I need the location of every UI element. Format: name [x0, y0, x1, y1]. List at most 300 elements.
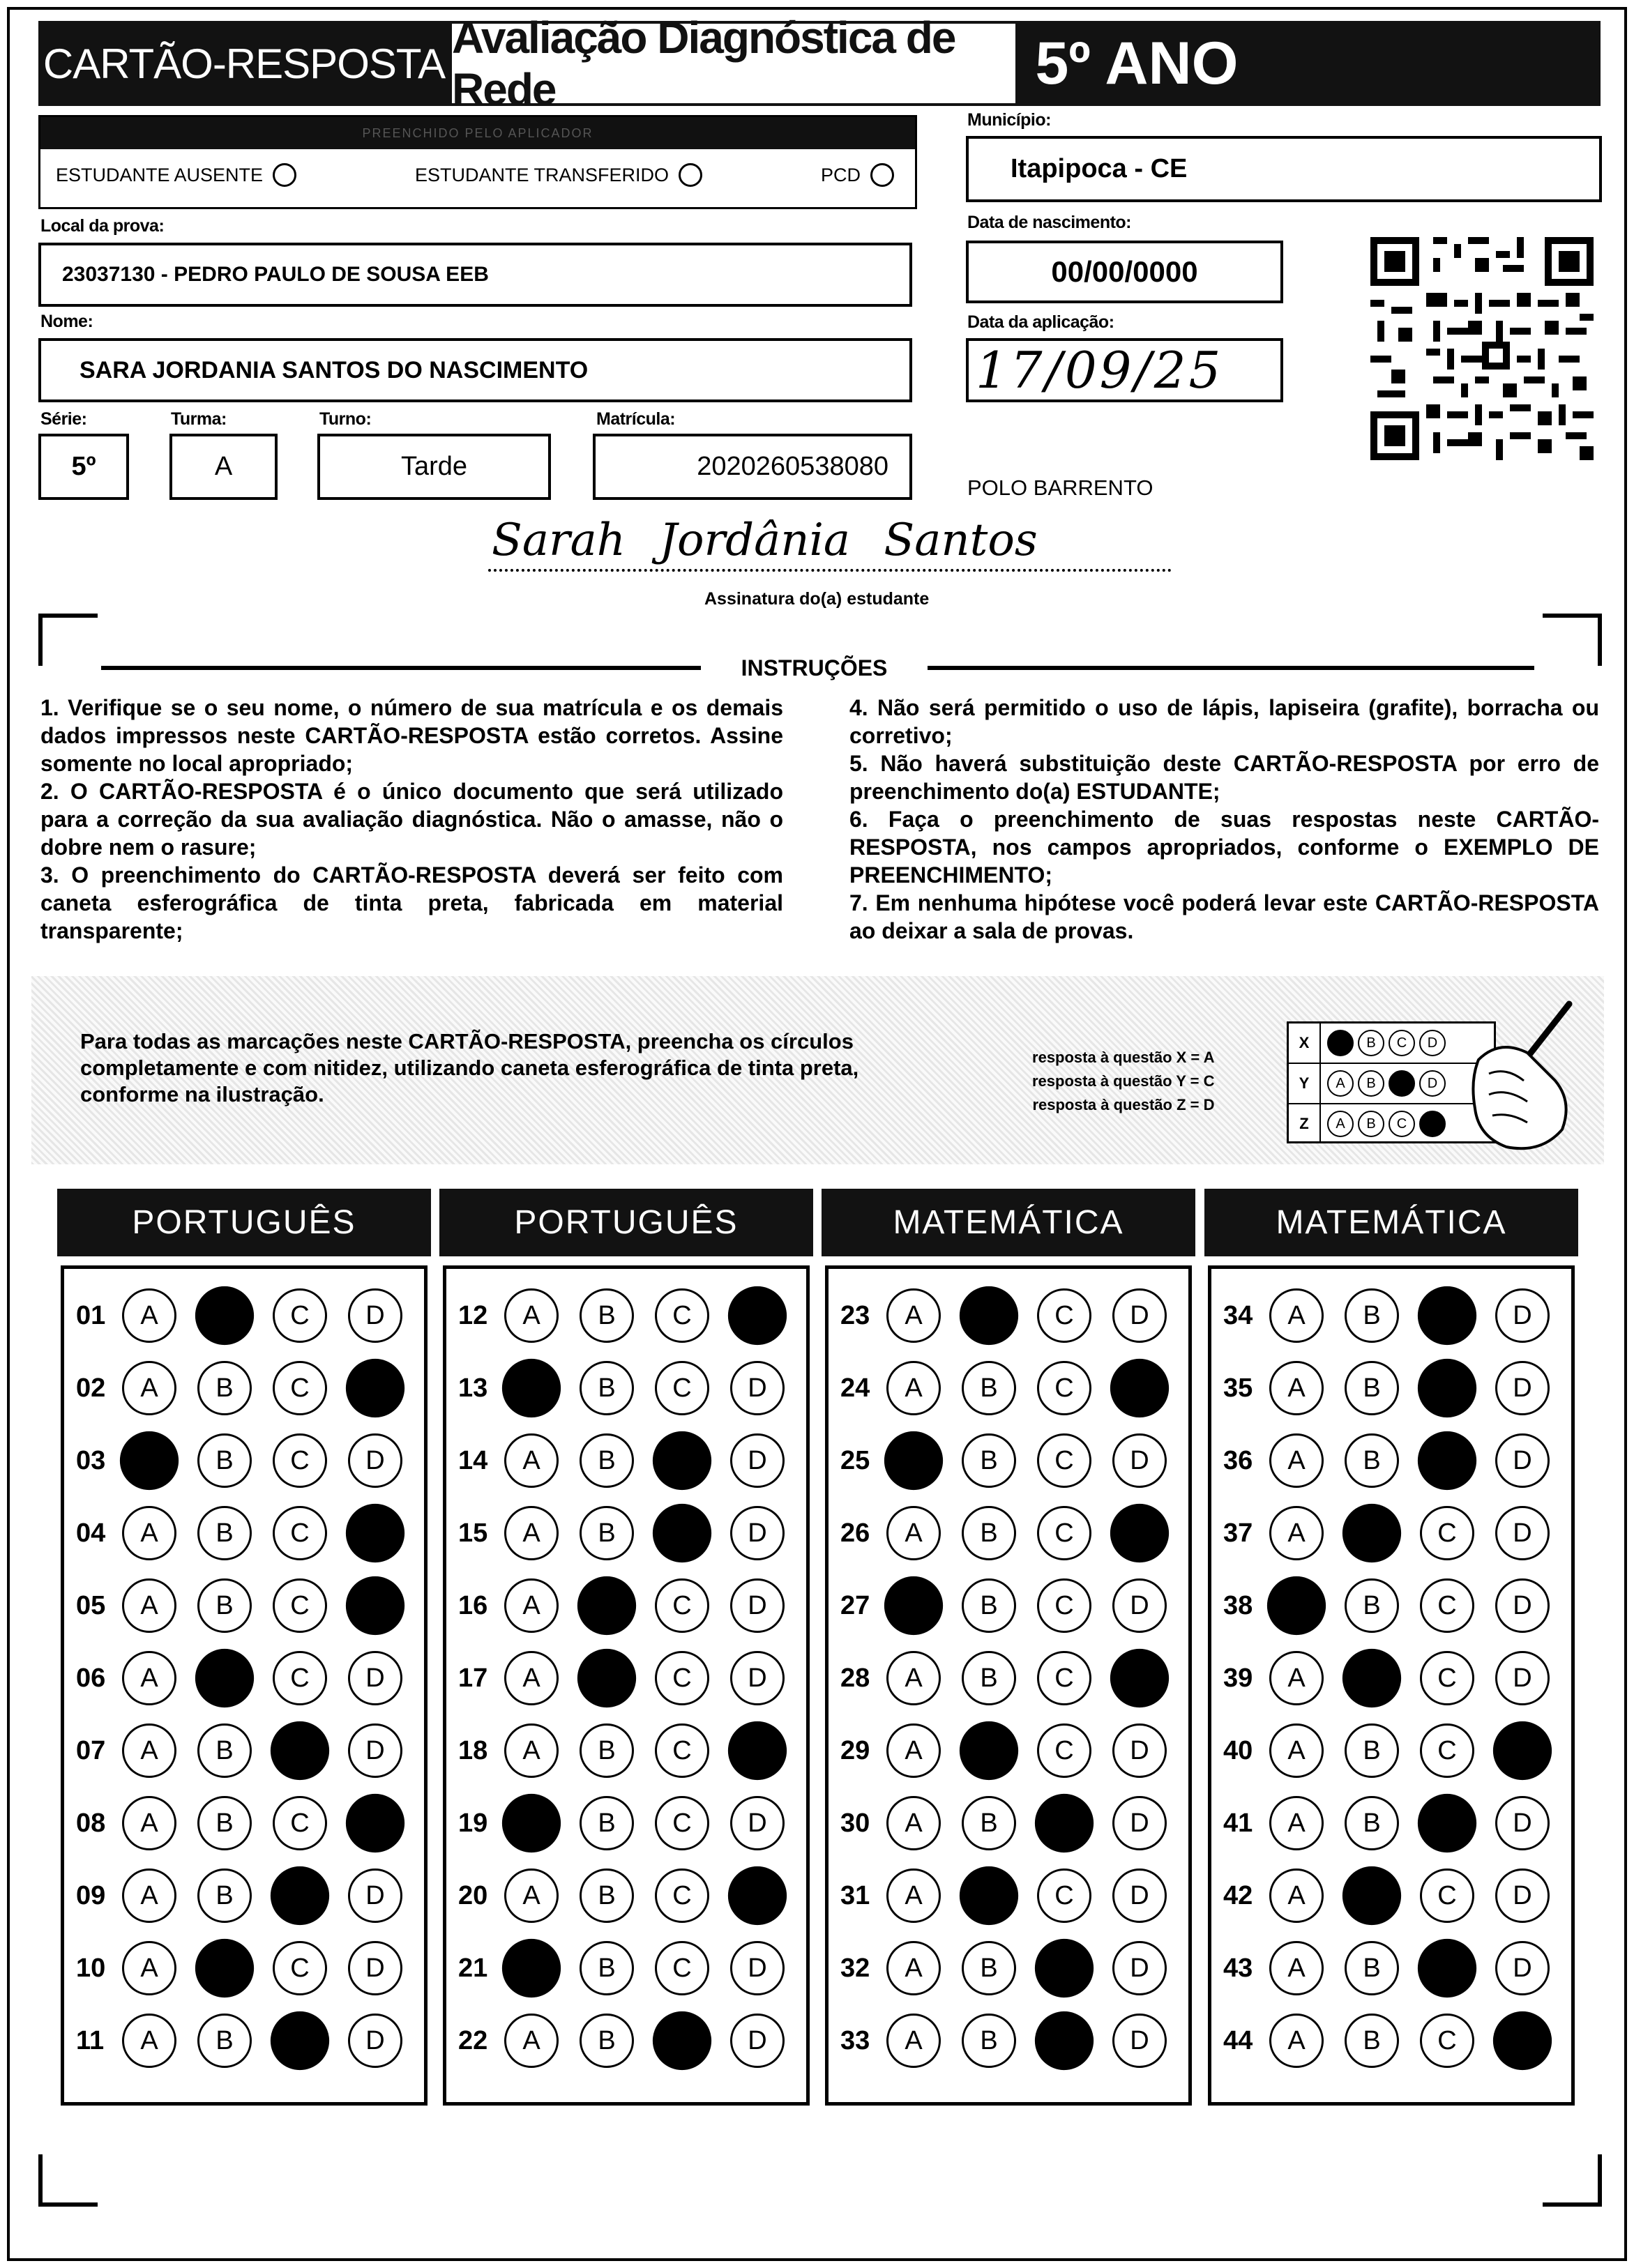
example-question-label: Z [1289, 1104, 1321, 1143]
answer-bubble-b[interactable]: B [197, 1723, 252, 1778]
question-row [458, 1288, 805, 1343]
class-box [169, 434, 278, 500]
answer-bubble-a[interactable]: A [886, 1941, 941, 1995]
answer-bubble-c[interactable]: C [273, 1288, 327, 1343]
answer-bubble-a[interactable]: A [122, 1941, 176, 1995]
answer-bubble-b[interactable]: B [1342, 1866, 1401, 1925]
question-row [840, 1796, 1188, 1850]
local-box [38, 243, 912, 307]
answer-bubble-b[interactable]: B [197, 1578, 252, 1633]
answer-bubble-b[interactable]: B [577, 1576, 636, 1635]
question-row [76, 1796, 423, 1850]
answer-bubble-d[interactable]: D [1495, 1506, 1550, 1560]
question-number: 26 [840, 1518, 870, 1548]
answer-bubble-d[interactable]: D [348, 1433, 402, 1488]
answer-bubble-a[interactable]: A [1269, 1796, 1324, 1850]
municipio-value: Itapipoca - CE [1011, 154, 1188, 183]
answer-bubble-c[interactable]: C [653, 1431, 711, 1490]
instruction-6: 6. Faça o preenchimento de suas respostas neste CARTÃO-RESPOSTA, nos campos apropriados, conforme o EXEMPLO DE PREENCHIMENTO; [849, 807, 1599, 888]
name-box [38, 338, 912, 402]
question-row [840, 1869, 1188, 1923]
answer-bubble-b[interactable]: B [962, 1506, 1016, 1560]
answer-bubble-a[interactable]: A [122, 1869, 176, 1923]
question-number: 34 [1223, 1300, 1253, 1330]
answer-bubble-b[interactable]: B [580, 1506, 634, 1560]
question-row [1223, 1651, 1571, 1705]
answer-bubble-c[interactable]: C [655, 1869, 709, 1923]
answer-bubble-c[interactable]: C [1420, 1651, 1474, 1705]
answer-bubble-c[interactable]: C [1037, 1869, 1091, 1923]
application-date-label: Data da aplicação: [967, 312, 1114, 332]
answer-bubble-a[interactable]: A [122, 1506, 176, 1560]
answer-bubble-a[interactable]: A [122, 1288, 176, 1343]
answer-bubble-b[interactable]: B [197, 1433, 252, 1488]
instruction-4: 4. Não será permitido o uso de lápis, lapiseira (grafite), borracha ou corretivo; [849, 695, 1599, 748]
answer-bubble-d[interactable]: D [1495, 1288, 1550, 1343]
subject-header: PORTUGUÊS [57, 1189, 431, 1256]
transferred-option[interactable]: ESTUDANTE TRANSFERIDO [415, 163, 702, 187]
birthdate-value: 00/00/0000 [1051, 255, 1198, 288]
answer-bubble-b[interactable]: B [580, 1433, 634, 1488]
answer-bubble-a[interactable]: A [122, 1796, 176, 1850]
question-number: 33 [840, 2025, 870, 2055]
polo-text: POLO BARRENTO [967, 475, 1153, 500]
answer-bubble-b[interactable]: B [962, 2014, 1016, 2068]
answer-bubble-a[interactable]: A [504, 1506, 559, 1560]
qr-code [1370, 237, 1594, 460]
example-bubble-c: C [1389, 1111, 1415, 1137]
answer-bubble-b[interactable]: B [1345, 1433, 1399, 1488]
question-number: 10 [76, 1953, 106, 1983]
answer-bubble-c[interactable]: C [1418, 1359, 1476, 1417]
answer-bubble-d[interactable]: D [1112, 1869, 1167, 1923]
question-row [1223, 1869, 1571, 1923]
answer-bubble-a[interactable]: A [504, 1578, 559, 1633]
answer-bubble-d[interactable]: D [730, 1941, 785, 1995]
subject-header: MATEMÁTICA [822, 1189, 1195, 1256]
question-row [1223, 1578, 1571, 1633]
answer-bubble-b[interactable]: B [962, 1941, 1016, 1995]
answer-bubble-d[interactable]: D [1112, 1941, 1167, 1995]
answer-bubble-c[interactable]: C [271, 2011, 329, 2070]
enrollment-box [593, 434, 912, 500]
answer-bubble-b[interactable]: B [577, 1649, 636, 1707]
answer-bubble-b[interactable]: B [1342, 1504, 1401, 1562]
question-number: 35 [1223, 1373, 1253, 1403]
answer-bubble-c[interactable]: C [1037, 1723, 1091, 1778]
applicator-bar: PREENCHIDO PELO APLICADOR [40, 117, 915, 149]
shift-label: Turno: [319, 409, 372, 429]
answer-bubble-a[interactable]: A [886, 1506, 941, 1560]
local-value: 23037130 - PEDRO PAULO DE SOUSA EEB [62, 263, 489, 286]
answer-bubble-d[interactable]: D [728, 1866, 787, 1925]
question-number: 36 [1223, 1445, 1253, 1475]
question-row [1223, 2014, 1571, 2068]
birthdate-label: Data de nascimento: [967, 213, 1132, 232]
answer-bubble-c[interactable]: C [1035, 1939, 1094, 1997]
instructions-rule-right [928, 666, 1534, 670]
enrollment-value: 2020260538080 [697, 452, 888, 481]
shift-box [317, 434, 551, 500]
header-grade-title: 5º ANO [1025, 21, 1248, 106]
instruction-7: 7. Em nenhuma hipótese você poderá levar este CARTÃO-RESPOSTA ao deixar a sala de provas. [849, 890, 1599, 943]
header-center-title: Avaliação Diagnóstica de Rede [452, 24, 1015, 103]
question-number: 41 [1223, 1808, 1253, 1838]
answer-bubble-b[interactable]: B [580, 1869, 634, 1923]
answer-bubble-c[interactable]: C [653, 1504, 711, 1562]
answer-bubble-a[interactable]: A [886, 1723, 941, 1778]
answer-bubble-b[interactable]: B [962, 1361, 1016, 1415]
answer-bubble-a[interactable]: A [120, 1431, 179, 1490]
question-row [840, 1361, 1188, 1415]
answer-bubble-d[interactable]: D [1495, 1941, 1550, 1995]
instructions-rule-left [101, 666, 701, 670]
question-row [840, 1506, 1188, 1560]
answer-bubble-c[interactable]: C [1035, 1794, 1094, 1852]
answer-bubble-b[interactable]: B [195, 1939, 254, 1997]
instructions-right [849, 694, 1599, 945]
answer-bubble-b[interactable]: B [960, 1721, 1018, 1780]
application-date-value: 17/09/25 [976, 341, 1224, 399]
answer-bubble-a[interactable]: A [1269, 1288, 1324, 1343]
example-question-label: X [1289, 1023, 1321, 1063]
question-row [1223, 1433, 1571, 1488]
answer-bubble-b[interactable]: B [1345, 1723, 1399, 1778]
instruction-3: 3. O preenchimento do CARTÃO-RESPOSTA deverá ser feito com caneta esferográfica de tinta preta, fabricada em material transparente; [40, 862, 783, 943]
question-number: 44 [1223, 2025, 1253, 2055]
answer-bubble-c[interactable]: C [1418, 1794, 1476, 1852]
answer-bubble-c[interactable]: C [655, 1361, 709, 1415]
answer-bubble-c[interactable]: C [1037, 1506, 1091, 1560]
answer-bubble-d[interactable]: D [730, 1651, 785, 1705]
example-bubble-d: D [1419, 1070, 1446, 1097]
answer-bubble-c[interactable]: C [273, 1796, 327, 1850]
answer-bubble-d[interactable]: D [1112, 2014, 1167, 2068]
answer-bubble-a[interactable]: A [886, 2014, 941, 2068]
hand-pen-icon [1451, 997, 1583, 1157]
answer-bubble-b[interactable]: B [197, 2014, 252, 2068]
question-number: 18 [458, 1735, 488, 1765]
class-label: Turma: [171, 409, 227, 429]
answer-bubble-d[interactable]: D [1110, 1359, 1169, 1417]
answer-bubble-a[interactable]: A [1269, 2014, 1324, 2068]
answer-bubble-c[interactable]: C [655, 1941, 709, 1995]
question-row [1223, 1361, 1571, 1415]
answer-bubble-a[interactable]: A [1269, 1433, 1324, 1488]
answer-bubble-d[interactable]: D [1110, 1649, 1169, 1707]
answer-bubble-a[interactable]: A [886, 1288, 941, 1343]
answer-bubble-d[interactable]: D [1112, 1433, 1167, 1488]
answer-bubble-c[interactable]: C [1037, 1578, 1091, 1633]
answer-bubble-b[interactable]: B [195, 1649, 254, 1707]
applicator-box [38, 115, 917, 209]
answer-bubble-d[interactable]: D [1495, 1796, 1550, 1850]
question-row [1223, 1941, 1571, 1995]
answer-bubble-b[interactable]: B [1345, 1578, 1399, 1633]
answer-bubble-b[interactable]: B [580, 1361, 634, 1415]
answer-bubble-b[interactable]: B [197, 1796, 252, 1850]
answer-bubble-d[interactable]: D [348, 1869, 402, 1923]
answer-bubble-d[interactable]: D [1493, 2011, 1552, 2070]
header-left-title: CARTÃO-RESPOSTA [42, 21, 446, 106]
answer-bubble-a[interactable]: A [1269, 1869, 1324, 1923]
answer-bubble-c[interactable]: C [273, 1651, 327, 1705]
answer-bubble-c[interactable]: C [1037, 1651, 1091, 1705]
answer-bubble-b[interactable]: B [962, 1651, 1016, 1705]
answer-bubble-c[interactable]: C [273, 1361, 327, 1415]
application-date-box [966, 338, 1283, 402]
answer-bubble-d[interactable]: D [1110, 1504, 1169, 1562]
answer-bubble-c[interactable]: C [1037, 1288, 1091, 1343]
question-number: 04 [76, 1518, 106, 1548]
answer-bubble-d[interactable]: D [1493, 1721, 1552, 1780]
question-row [76, 1433, 423, 1488]
example-bubble-d: D [1419, 1111, 1446, 1137]
question-number: 42 [1223, 1880, 1253, 1910]
pcd-radio[interactable] [870, 163, 894, 187]
name-label: Nome: [40, 312, 93, 331]
answer-bubble-a[interactable]: A [886, 1651, 941, 1705]
answer-bubble-d[interactable]: D [346, 1794, 404, 1852]
answer-bubble-b[interactable]: B [960, 1866, 1018, 1925]
question-row [458, 1941, 805, 1995]
answer-bubble-b[interactable]: B [197, 1869, 252, 1923]
answer-bubble-a[interactable]: A [886, 1869, 941, 1923]
answer-bubble-c[interactable]: C [653, 2011, 711, 2070]
answer-bubble-b[interactable]: B [960, 1286, 1018, 1345]
answer-bubble-c[interactable]: C [655, 1288, 709, 1343]
answer-bubble-a[interactable]: A [504, 1869, 559, 1923]
subject-header: PORTUGUÊS [439, 1189, 813, 1256]
answer-bubble-b[interactable]: B [580, 2014, 634, 2068]
signature-line [488, 515, 1172, 572]
answer-bubble-d[interactable]: D [1112, 1288, 1167, 1343]
question-row [458, 1796, 805, 1850]
question-number: 13 [458, 1373, 488, 1403]
answer-bubble-d[interactable]: D [730, 1506, 785, 1560]
answer-bubble-d[interactable]: D [1495, 1578, 1550, 1633]
answer-bubble-d[interactable]: D [348, 2014, 402, 2068]
answer-bubble-d[interactable]: D [346, 1576, 404, 1635]
answer-bubble-a[interactable]: A [122, 1361, 176, 1415]
answer-bubble-d[interactable]: D [348, 1941, 402, 1995]
question-number: 21 [458, 1953, 488, 1983]
answer-bubble-a[interactable]: A [504, 2014, 559, 2068]
answer-bubble-c[interactable]: C [1420, 1869, 1474, 1923]
answer-bubble-c[interactable]: C [273, 1506, 327, 1560]
question-row [1223, 1506, 1571, 1560]
legend-y: resposta à questão Y = C [1032, 1072, 1215, 1090]
answer-bubble-d[interactable]: D [348, 1651, 402, 1705]
question-row [458, 1869, 805, 1923]
answer-bubble-c[interactable]: C [655, 1796, 709, 1850]
answer-bubble-c[interactable]: C [1418, 1431, 1476, 1490]
answer-bubble-d[interactable]: D [346, 1504, 404, 1562]
answer-bubble-d[interactable]: D [1112, 1796, 1167, 1850]
instruction-2: 2. O CARTÃO-RESPOSTA é o único documento que será utilizado para a correção da sua avaliação diagnóstica. Não o amasse, não o dobre nem o rasure; [40, 779, 783, 860]
question-number: 20 [458, 1880, 488, 1910]
answer-bubble-a[interactable]: A [502, 1359, 561, 1417]
answer-bubble-d[interactable]: D [348, 1723, 402, 1778]
answer-bubble-c[interactable]: C [1420, 1578, 1474, 1633]
answer-bubble-d[interactable]: D [730, 2014, 785, 2068]
answer-bubble-d[interactable]: D [346, 1359, 404, 1417]
answer-bubble-b[interactable]: B [195, 1286, 254, 1345]
answer-bubble-c[interactable]: C [273, 1578, 327, 1633]
answer-bubble-d[interactable]: D [1495, 1869, 1550, 1923]
answer-bubble-b[interactable]: B [197, 1361, 252, 1415]
answer-bubble-b[interactable]: B [580, 1796, 634, 1850]
answer-bubble-a[interactable]: A [504, 1433, 559, 1488]
answer-bubble-a[interactable]: A [504, 1288, 559, 1343]
answer-bubble-d[interactable]: D [730, 1433, 785, 1488]
question-number: 30 [840, 1808, 870, 1838]
answer-bubble-d[interactable]: D [1112, 1578, 1167, 1633]
question-number: 43 [1223, 1953, 1253, 1983]
grade-value: 5º [71, 452, 96, 481]
answer-bubble-d[interactable]: D [1112, 1723, 1167, 1778]
corner-mark-top-right [1543, 614, 1602, 666]
answer-bubble-d[interactable]: D [1495, 1651, 1550, 1705]
answer-bubble-b[interactable]: B [1345, 1361, 1399, 1415]
question-number: 37 [1223, 1518, 1253, 1548]
example-legend [1032, 1046, 1214, 1117]
question-row [840, 1651, 1188, 1705]
enrollment-label: Matrícula: [596, 409, 676, 429]
shift-value: Tarde [400, 452, 468, 481]
corner-mark-bottom-left [38, 2154, 98, 2207]
answer-bubble-d[interactable]: D [730, 1361, 785, 1415]
answer-bubble-d[interactable]: D [730, 1796, 785, 1850]
answer-bubble-a[interactable]: A [884, 1576, 943, 1635]
question-number: 29 [840, 1735, 870, 1765]
answer-bubble-c[interactable]: C [1035, 2011, 1094, 2070]
transferred-radio[interactable] [679, 163, 702, 187]
answer-bubble-d[interactable]: D [1495, 1361, 1550, 1415]
question-number: 03 [76, 1445, 106, 1475]
answer-bubble-a[interactable]: A [122, 2014, 176, 2068]
absent-option[interactable]: ESTUDANTE AUSENTE [56, 163, 296, 187]
question-number: 02 [76, 1373, 106, 1403]
answer-bubble-c[interactable]: C [655, 1723, 709, 1778]
question-number: 38 [1223, 1590, 1253, 1620]
answer-bubble-b[interactable]: B [1345, 2014, 1399, 2068]
example-bubble-b: B [1358, 1070, 1384, 1097]
answer-bubble-b[interactable]: B [962, 1433, 1016, 1488]
instructions-left [40, 694, 783, 945]
question-number: 15 [458, 1518, 488, 1548]
corner-mark-top-left [38, 614, 98, 666]
legend-z: resposta à questão Z = D [1032, 1096, 1215, 1113]
answer-bubble-b[interactable]: B [1345, 1796, 1399, 1850]
answer-bubble-b[interactable]: B [197, 1506, 252, 1560]
answer-bubble-d[interactable]: D [1495, 1433, 1550, 1488]
absent-radio[interactable] [273, 163, 296, 187]
answer-bubble-c[interactable]: C [273, 1433, 327, 1488]
question-number: 14 [458, 1445, 488, 1475]
question-number: 17 [458, 1663, 488, 1693]
answer-bubble-c[interactable]: C [1037, 1433, 1091, 1488]
question-number: 11 [76, 2025, 105, 2055]
answer-bubble-a[interactable]: A [504, 1723, 559, 1778]
example-bubble-c: C [1389, 1070, 1415, 1097]
signature: Sarah Jordânia Santos [492, 515, 1038, 566]
answer-bubble-d[interactable]: D [348, 1288, 402, 1343]
question-row [840, 1723, 1188, 1778]
answer-bubble-c[interactable]: C [1418, 1939, 1476, 1997]
answer-bubble-b[interactable]: B [1342, 1649, 1401, 1707]
answer-bubble-a[interactable]: A [504, 1651, 559, 1705]
answer-bubble-a[interactable]: A [1269, 1651, 1324, 1705]
answer-bubble-a[interactable]: A [1269, 1723, 1324, 1778]
answer-bubble-c[interactable]: C [655, 1578, 709, 1633]
question-number: 05 [76, 1590, 106, 1620]
answer-bubble-a[interactable]: A [1269, 1941, 1324, 1995]
question-row [1223, 1723, 1571, 1778]
question-row [840, 1288, 1188, 1343]
answer-bubble-b[interactable]: B [580, 1723, 634, 1778]
answer-bubble-a[interactable]: A [122, 1723, 176, 1778]
question-number: 31 [840, 1880, 870, 1910]
answer-bubble-d[interactable]: D [730, 1578, 785, 1633]
answer-bubble-c[interactable]: C [1037, 1361, 1091, 1415]
pcd-option[interactable]: PCD [821, 163, 894, 187]
answer-bubble-c[interactable]: C [1418, 1286, 1476, 1345]
question-row [840, 1433, 1188, 1488]
local-label: Local da prova: [40, 216, 165, 236]
answer-bubble-a[interactable]: A [502, 1794, 561, 1852]
answer-bubble-a[interactable]: A [884, 1431, 943, 1490]
signature-caption: Assinatura do(a) estudante [704, 589, 930, 609]
answer-bubble-c[interactable]: C [271, 1866, 329, 1925]
question-number: 01 [76, 1300, 106, 1330]
answer-bubble-d[interactable]: D [728, 1721, 787, 1780]
grade-label: Série: [40, 409, 87, 429]
answer-bubble-a[interactable]: A [502, 1939, 561, 1997]
question-row [840, 1578, 1188, 1633]
answer-bubble-a[interactable]: A [1269, 1361, 1324, 1415]
answer-bubble-c[interactable]: C [1420, 2014, 1474, 2068]
answer-bubble-c[interactable]: C [273, 1941, 327, 1995]
answer-bubble-c[interactable]: C [1420, 1506, 1474, 1560]
answer-bubble-c[interactable]: C [1420, 1723, 1474, 1778]
example-bubble-b: B [1358, 1030, 1384, 1056]
answer-bubble-c[interactable]: C [655, 1651, 709, 1705]
name-value: SARA JORDANIA SANTOS DO NASCIMENTO [80, 356, 589, 383]
answer-bubble-b[interactable]: B [580, 1941, 634, 1995]
answer-bubble-a[interactable]: A [1269, 1506, 1324, 1560]
municipio-box [966, 136, 1602, 202]
question-row [76, 1506, 423, 1560]
answer-bubble-b[interactable]: B [962, 1578, 1016, 1633]
answer-bubble-b[interactable]: B [580, 1288, 634, 1343]
answer-bubble-a[interactable]: A [886, 1361, 941, 1415]
answer-bubble-b[interactable]: B [962, 1796, 1016, 1850]
example-bubble-a: A [1327, 1070, 1354, 1097]
answer-bubble-d[interactable]: D [728, 1286, 787, 1345]
answer-bubble-a[interactable]: A [1267, 1576, 1326, 1635]
question-number: 27 [840, 1590, 870, 1620]
instruction-5: 5. Não haverá substituição deste CARTÃO-RESPOSTA por erro de preenchimento do(a) ESTUDANTE; [849, 751, 1599, 804]
answer-bubble-a[interactable]: A [886, 1796, 941, 1850]
answer-bubble-a[interactable]: A [122, 1578, 176, 1633]
example-bubble-a: A [1327, 1030, 1354, 1056]
answer-bubble-c[interactable]: C [271, 1721, 329, 1780]
question-number: 28 [840, 1663, 870, 1693]
answer-bubble-b[interactable]: B [1345, 1941, 1399, 1995]
answer-bubble-b[interactable]: B [1345, 1288, 1399, 1343]
answer-bubble-a[interactable]: A [122, 1651, 176, 1705]
